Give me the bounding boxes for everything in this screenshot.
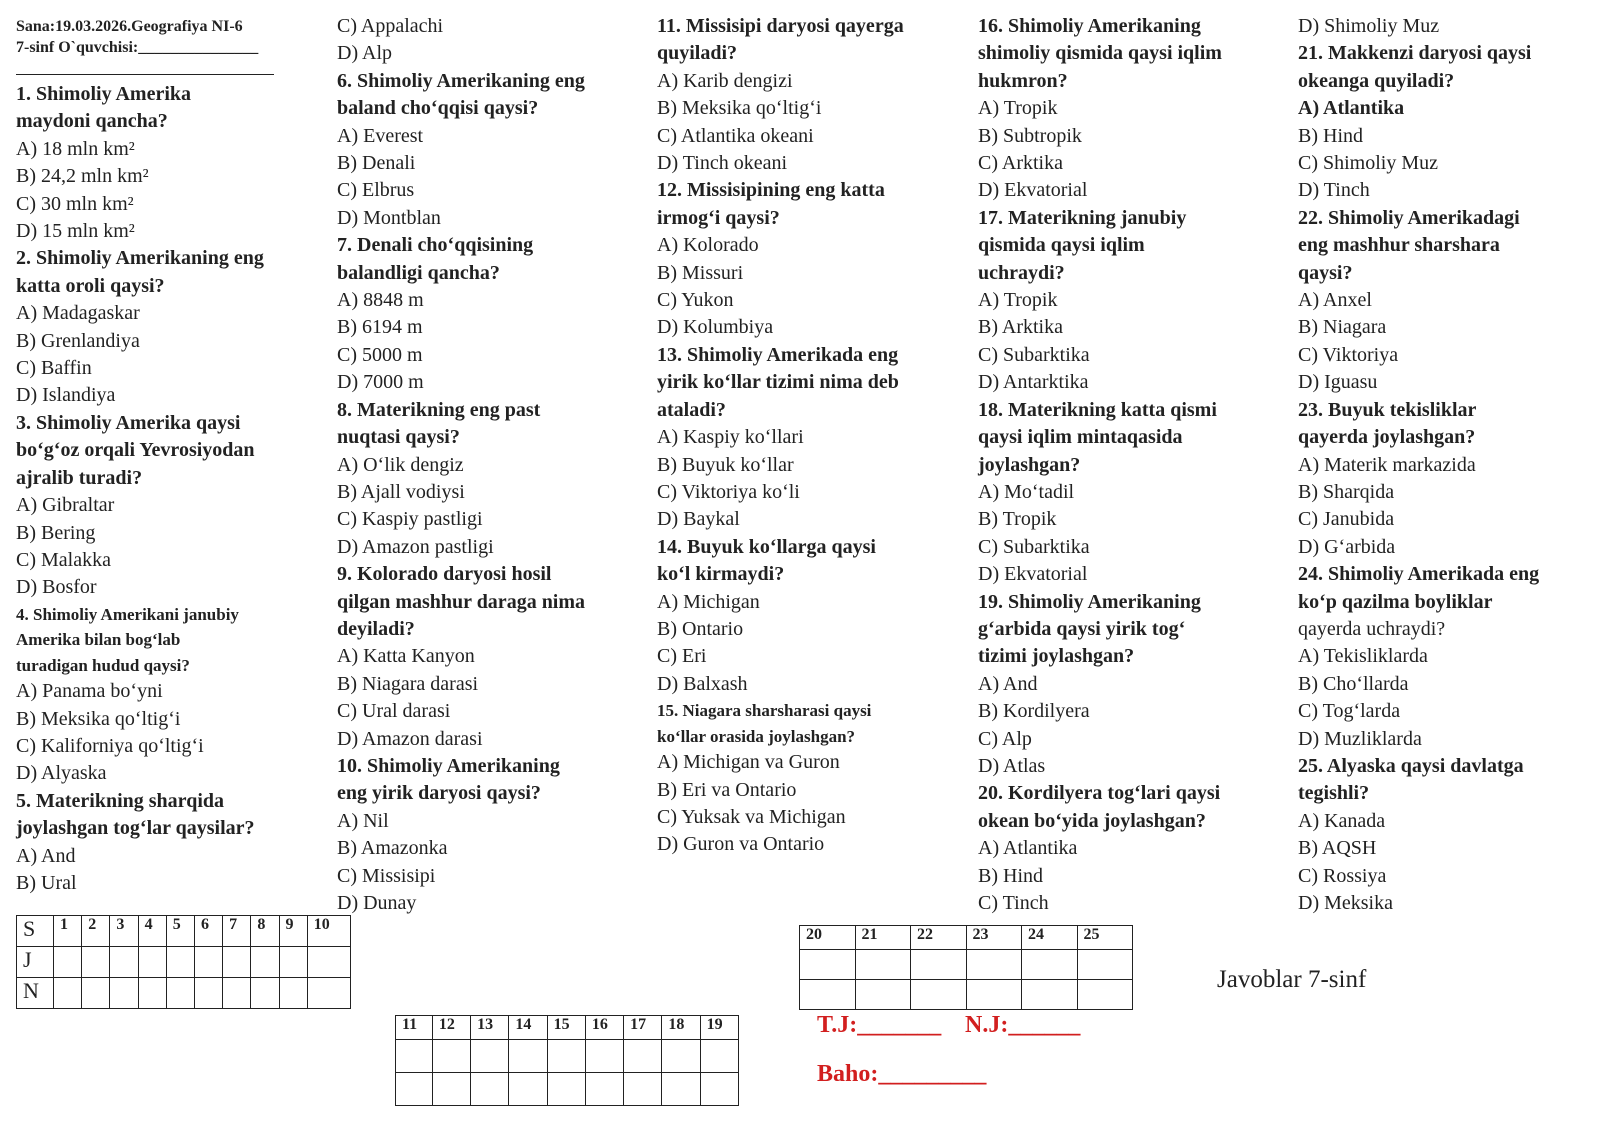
question-text: nuqtasi qaysi? — [337, 426, 460, 449]
question-text: 20. Kordilyera tog‘lari qaysi — [978, 782, 1221, 805]
answer-option: A) And — [16, 844, 76, 867]
answer-cell[interactable] — [911, 980, 967, 1010]
grid-col-number: 17 — [624, 1016, 662, 1040]
question-text: 2. Shimoliy Amerikaning eng — [16, 247, 264, 270]
question-text: 8. Materikning eng past — [337, 398, 541, 421]
question-text: 5. Materikning sharqida — [16, 789, 224, 812]
question-text: 15. Niagara sharsharasi qaysi — [657, 701, 872, 721]
answer-cell[interactable] — [911, 950, 967, 980]
answer-option: D) Tinch — [1298, 179, 1370, 202]
question-text: 7. Denali cho‘qqisining — [337, 234, 534, 257]
question-text: 23. Buyuk tekisliklar — [1298, 398, 1477, 421]
answer-cell[interactable] — [1077, 980, 1133, 1010]
question-text: eng mashhur sharshara — [1298, 234, 1500, 257]
answer-cell[interactable] — [307, 947, 350, 978]
answer-option: D) Dunay — [337, 892, 417, 914]
answer-option: B) Hind — [978, 864, 1043, 887]
answer-cell[interactable] — [855, 980, 911, 1010]
answer-option: D) Amazon pastligi — [337, 535, 494, 558]
answer-cell[interactable] — [471, 1040, 509, 1073]
answer-cell[interactable] — [800, 980, 856, 1010]
grid-col-number: 23 — [966, 926, 1022, 950]
grid-col-number: 13 — [471, 1016, 509, 1040]
grid-col-number: 12 — [432, 1016, 470, 1040]
answer-option: D) 7000 m — [337, 371, 424, 394]
answer-cell[interactable] — [138, 978, 166, 1009]
answer-option: C) Shimoliy Muz — [1298, 152, 1439, 175]
question-text: qayerda joylashgan? — [1298, 426, 1476, 449]
answer-option: B) Hind — [1298, 124, 1363, 147]
question-text: joylashgan tog‘lar qaysilar? — [16, 817, 255, 840]
answer-option: C) Appalachi — [337, 15, 444, 37]
answer-cell[interactable] — [396, 1073, 433, 1106]
answer-cell[interactable] — [966, 950, 1022, 980]
answer-cell[interactable] — [585, 1040, 623, 1073]
answer-option: A) Tekisliklarda — [1298, 645, 1428, 668]
grid-col-number: 7 — [223, 916, 251, 947]
answer-cell[interactable] — [166, 978, 194, 1009]
answer-option: A) 8848 m — [337, 289, 424, 312]
answer-option: A) Michigan — [657, 590, 760, 613]
answer-option: C) Subarktika — [978, 343, 1090, 366]
answers-caption: Javoblar 7-sinf — [1217, 966, 1367, 993]
answer-option: D) Alp — [337, 42, 392, 65]
divider — [16, 74, 274, 75]
answer-cell[interactable] — [194, 978, 222, 1009]
answer-option: D) Antarktika — [978, 371, 1089, 394]
answer-option: D) Atlas — [978, 754, 1046, 777]
grid-row-label: N — [17, 978, 54, 1009]
grid-col-number: 24 — [1022, 926, 1078, 950]
question-text: okeanga quyiladi? — [1298, 69, 1455, 92]
answer-option: B) Sharqida — [1298, 480, 1395, 503]
answer-option: B) Tropik — [978, 508, 1057, 531]
answer-cell[interactable] — [855, 950, 911, 980]
answer-cell[interactable] — [547, 1040, 585, 1073]
answer-option: A) Materik markazida — [1298, 453, 1476, 476]
answer-cell[interactable] — [662, 1073, 700, 1106]
date-line: Sana:19.03.2026.Geografiya NI-6 — [16, 18, 243, 35]
answer-option: A) Panama bo‘yni — [16, 680, 163, 703]
answer-cell[interactable] — [662, 1040, 700, 1073]
question-text: 18. Materikning katta qismi — [978, 398, 1217, 421]
question-text: ko‘llar orasida joylashgan? — [657, 726, 856, 746]
answer-option: B) Niagara — [1298, 316, 1387, 339]
answer-option: D) G‘arbida — [1298, 535, 1396, 558]
question-text: hukmron? — [978, 69, 1068, 92]
grid-col-number: 2 — [82, 916, 110, 947]
answer-option: D) Montblan — [337, 206, 441, 229]
question-text: 24. Shimoliy Amerikada eng — [1298, 563, 1540, 586]
question-text: 25. Alyaska qaysi davlatga — [1298, 754, 1524, 777]
answer-option: D) Iguasu — [1298, 371, 1378, 394]
question-text: turadigan hudud qaysi? — [16, 655, 190, 675]
question-text: quyiladi? — [657, 42, 738, 65]
answer-option: A) And — [978, 672, 1038, 695]
answer-cell[interactable] — [1077, 950, 1133, 980]
answer-option: B) Grenlandiya — [16, 329, 140, 352]
answer-option: qayerda uchraydi? — [1298, 617, 1446, 640]
answer-option: A) Tropik — [978, 289, 1058, 312]
answer-cell[interactable] — [396, 1040, 433, 1073]
question-text: 14. Buyuk ko‘llarga qaysi — [657, 535, 876, 558]
question-column-2 — [337, 13, 637, 917]
grid-col-number: 1 — [54, 916, 82, 947]
answer-option: C) Yukon — [657, 289, 734, 312]
answer-cell[interactable] — [138, 947, 166, 978]
answer-option: A) Tropik — [978, 97, 1058, 120]
answer-grid-11-19 — [395, 1015, 739, 1106]
answer-option: A) Everest — [337, 124, 424, 147]
question-text: irmog‘i qaysi? — [657, 206, 780, 229]
answer-option: A) 18 mln km² — [16, 137, 135, 160]
answer-cell[interactable] — [700, 1040, 738, 1073]
question-text: 1. Shimoliy Amerika — [16, 83, 192, 105]
answer-cell[interactable] — [509, 1040, 547, 1073]
answer-option: C) Viktoriya ko‘li — [657, 480, 800, 503]
question-text: A) Atlantika — [1298, 97, 1405, 120]
answer-option: A) Mo‘tadil — [978, 480, 1075, 503]
correct-count-field: T.J:_______ — [817, 1012, 942, 1038]
question-text: g‘arbida qaysi yirik tog‘ — [978, 617, 1186, 640]
answer-option: A) O‘lik dengiz — [337, 453, 464, 476]
answer-option: C) Malakka — [16, 548, 111, 571]
answer-option: B) Cho‘llarda — [1298, 672, 1409, 695]
grid-col-number: 8 — [251, 916, 279, 947]
answer-cell[interactable] — [82, 947, 110, 978]
answer-cell[interactable] — [279, 947, 307, 978]
answer-cell[interactable] — [166, 947, 194, 978]
question-text: ataladi? — [657, 398, 726, 421]
answer-option: D) 15 mln km² — [16, 220, 135, 243]
answer-option: D) Balxash — [657, 672, 748, 695]
grid-col-number: 15 — [547, 1016, 585, 1040]
answer-option: C) Atlantika okeani — [657, 124, 814, 147]
answer-option: A) Kanada — [1298, 809, 1386, 832]
grid-col-number: 22 — [911, 926, 967, 950]
answer-option: B) Niagara darasi — [337, 672, 479, 695]
grid-col-number: 25 — [1077, 926, 1133, 950]
answer-cell[interactable] — [110, 947, 138, 978]
answer-cell[interactable] — [509, 1073, 547, 1106]
grid-corner-label: S — [17, 916, 54, 947]
answer-option: C) Viktoriya — [1298, 343, 1399, 366]
question-text: ajralib turadi? — [16, 466, 143, 489]
grid-col-number: 20 — [800, 926, 856, 950]
answer-cell[interactable] — [432, 1073, 470, 1106]
question-text: 16. Shimoliy Amerikaning — [978, 15, 1201, 37]
answer-option: C) Missisipi — [337, 864, 436, 887]
answer-option: D) Alyaska — [16, 762, 107, 785]
question-text: qilgan mashhur daraga nima — [337, 590, 586, 613]
answer-option: B) Ontario — [657, 617, 744, 640]
answer-option: A) Katta Kanyon — [337, 645, 475, 668]
answer-cell[interactable] — [1022, 980, 1078, 1010]
grid-col-number: 6 — [194, 916, 222, 947]
question-text: 3. Shimoliy Amerika qaysi — [16, 411, 241, 434]
question-text: yirik ko‘llar tizimi nima deb — [657, 371, 899, 394]
grid-col-number: 5 — [166, 916, 194, 947]
question-text: 12. Missisipining eng katta — [657, 179, 885, 202]
answer-option: C) Baffin — [16, 357, 92, 380]
question-text: 13. Shimoliy Amerikada eng — [657, 343, 899, 366]
grid-col-number: 3 — [110, 916, 138, 947]
wrong-count-field: N.J:______ — [965, 1012, 1081, 1038]
question-text: qaysi iqlim mintaqasida — [978, 426, 1183, 449]
question-column-4 — [978, 13, 1278, 917]
answer-option: C) Janubida — [1298, 508, 1395, 531]
answer-option: A) Atlantika — [978, 837, 1078, 860]
question-text: shimoliy qismida qaysi iqlim — [978, 42, 1222, 65]
grid-col-number: 16 — [585, 1016, 623, 1040]
answer-option: A) Kaspiy ko‘llari — [657, 426, 804, 449]
question-column-5 — [1298, 13, 1598, 917]
answer-option: B) Bering — [16, 521, 96, 544]
answer-cell[interactable] — [547, 1073, 585, 1106]
grid-col-number: 21 — [855, 926, 911, 950]
answer-option: B) Meksika qo‘ltig‘i — [16, 707, 181, 730]
answer-cell[interactable] — [307, 978, 350, 1009]
question-text: balandligi qancha? — [337, 261, 500, 284]
grid-col-number: 14 — [509, 1016, 547, 1040]
answer-option: D) Ekvatorial — [978, 179, 1088, 202]
answer-option: C) Tinch — [978, 892, 1049, 914]
answer-cell[interactable] — [279, 978, 307, 1009]
answer-option: A) Michigan va Guron — [657, 751, 840, 774]
grid-row-label: J — [17, 947, 54, 978]
answer-option: D) Muzliklarda — [1298, 727, 1422, 750]
question-text: ko‘p qazilma boyliklar — [1298, 590, 1493, 613]
answer-cell[interactable] — [800, 950, 856, 980]
answer-option: C) Alp — [978, 727, 1032, 750]
answer-grid-20-25 — [799, 925, 1133, 1010]
question-text: 19. Shimoliy Amerikaning — [978, 590, 1201, 613]
answer-option: A) Madagaskar — [16, 302, 140, 325]
answer-option: A) Karib dengizi — [657, 69, 793, 92]
answer-option: B) 24,2 mln km² — [16, 165, 149, 188]
answer-cell[interactable] — [432, 1040, 470, 1073]
question-text: 22. Shimoliy Amerikadagi — [1298, 206, 1520, 229]
student-name-line: 7-sinf O`quvchisi:_______________ — [16, 39, 259, 56]
answer-option: B) Subtropik — [978, 124, 1082, 147]
answer-option: B) Ajall vodiysi — [337, 480, 465, 503]
question-text: 9. Kolorado daryosi hosil — [337, 563, 552, 586]
question-text: deyiladi? — [337, 617, 415, 640]
grid-col-number: 10 — [307, 916, 350, 947]
answer-cell[interactable] — [585, 1073, 623, 1106]
answer-option: B) Buyuk ko‘llar — [657, 453, 794, 476]
grid-col-number: 19 — [700, 1016, 738, 1040]
answer-option: C) Yuksak va Michigan — [657, 805, 846, 828]
answer-option: B) 6194 m — [337, 316, 423, 339]
question-text: okean bo‘yida joylashgan? — [978, 809, 1206, 832]
question-text: 10. Shimoliy Amerikaning — [337, 754, 560, 777]
answer-cell[interactable] — [251, 978, 279, 1009]
answer-cell[interactable] — [82, 978, 110, 1009]
answer-cell[interactable] — [194, 947, 222, 978]
answer-cell[interactable] — [110, 978, 138, 1009]
answer-option: A) Nil — [337, 809, 389, 832]
answer-option: D) Shimoliy Muz — [1298, 15, 1440, 37]
answer-option: B) Denali — [337, 152, 416, 175]
grid-col-number: 11 — [396, 1016, 433, 1040]
answer-option: C) Kaspiy pastligi — [337, 508, 483, 531]
answer-option: C) Tog‘larda — [1298, 700, 1401, 723]
answer-option: B) Amazonka — [337, 837, 448, 860]
question-column-1 — [16, 81, 316, 897]
question-text: qaysi? — [1298, 261, 1353, 284]
question-text: tegishli? — [1298, 782, 1370, 805]
question-text: 6. Shimoliy Amerikaning eng — [337, 69, 585, 92]
question-text: ko‘l kirmaydi? — [657, 563, 785, 586]
answer-option: A) Anxel — [1298, 289, 1372, 312]
answer-grid-1-10 — [16, 915, 351, 1009]
question-text: 17. Materikning janubiy — [978, 206, 1187, 229]
question-text: qismida qaysi iqlim — [978, 234, 1145, 257]
answer-option: B) Kordilyera — [978, 700, 1090, 723]
answer-option: D) Baykal — [657, 508, 740, 531]
grade-field: Baho:_________ — [817, 1061, 987, 1087]
question-text: 4. Shimoliy Amerikani janubiy — [16, 604, 239, 624]
answer-cell[interactable] — [54, 947, 82, 978]
question-text: 11. Missisipi daryosi qayerga — [657, 15, 904, 37]
answer-option: C) Eri — [657, 645, 707, 668]
question-text: eng yirik daryosi qaysi? — [337, 782, 541, 805]
answer-cell[interactable] — [471, 1073, 509, 1106]
answer-option: A) Kolorado — [657, 234, 759, 257]
question-text: katta oroli qaysi? — [16, 274, 165, 297]
answer-cell[interactable] — [223, 978, 251, 1009]
answer-option: D) Tinch okeani — [657, 152, 787, 175]
answer-option: B) Arktika — [978, 316, 1063, 339]
answer-option: B) Ural — [16, 872, 77, 895]
answer-option: C) Arktika — [978, 152, 1063, 175]
question-text: Amerika bilan bog‘lab — [16, 630, 181, 650]
question-text: bo‘g‘oz orqali Yevrosiyodan — [16, 439, 255, 462]
answer-option: C) Kaliforniya qo‘ltig‘i — [16, 735, 204, 758]
answer-cell[interactable] — [1022, 950, 1078, 980]
grid-col-number: 9 — [279, 916, 307, 947]
answer-cell[interactable] — [54, 978, 82, 1009]
answer-option: C) 5000 m — [337, 343, 423, 366]
answer-option: B) Meksika qo‘ltig‘i — [657, 97, 822, 120]
header-block — [16, 16, 316, 85]
grid-col-number: 4 — [138, 916, 166, 947]
answer-cell[interactable] — [624, 1073, 662, 1106]
question-text: maydoni qancha? — [16, 110, 168, 133]
answer-option: D) Islandiya — [16, 384, 116, 407]
answer-cell[interactable] — [966, 980, 1022, 1010]
answer-option: A) Gibraltar — [16, 494, 115, 517]
answer-option: C) 30 mln km² — [16, 192, 134, 215]
answer-option: C) Elbrus — [337, 179, 415, 202]
question-column-3 — [657, 13, 957, 859]
question-text: tizimi joylashgan? — [978, 645, 1135, 668]
answer-option: C) Ural darasi — [337, 700, 451, 723]
answer-cell[interactable] — [251, 947, 279, 978]
question-text: joylashgan? — [978, 453, 1081, 476]
answer-option: B) Eri va Ontario — [657, 778, 797, 801]
answer-option: C) Rossiya — [1298, 864, 1387, 887]
answer-option: B) AQSH — [1298, 837, 1377, 860]
question-text: baland cho‘qqisi qaysi? — [337, 97, 539, 120]
answer-option: D) Ekvatorial — [978, 563, 1088, 586]
grid-col-number: 18 — [662, 1016, 700, 1040]
answer-cell[interactable] — [700, 1073, 738, 1106]
answer-option: B) Missuri — [657, 261, 744, 284]
answer-option: D) Amazon darasi — [337, 727, 483, 750]
answer-option: D) Kolumbiya — [657, 316, 774, 339]
answer-cell[interactable] — [624, 1040, 662, 1073]
answer-option: D) Guron va Ontario — [657, 833, 825, 856]
answer-option: D) Bosfor — [16, 576, 97, 599]
answer-cell[interactable] — [223, 947, 251, 978]
question-text: uchraydi? — [978, 261, 1065, 284]
question-text: 21. Makkenzi daryosi qaysi — [1298, 42, 1532, 65]
answer-option: D) Meksika — [1298, 892, 1393, 914]
answer-option: C) Subarktika — [978, 535, 1090, 558]
